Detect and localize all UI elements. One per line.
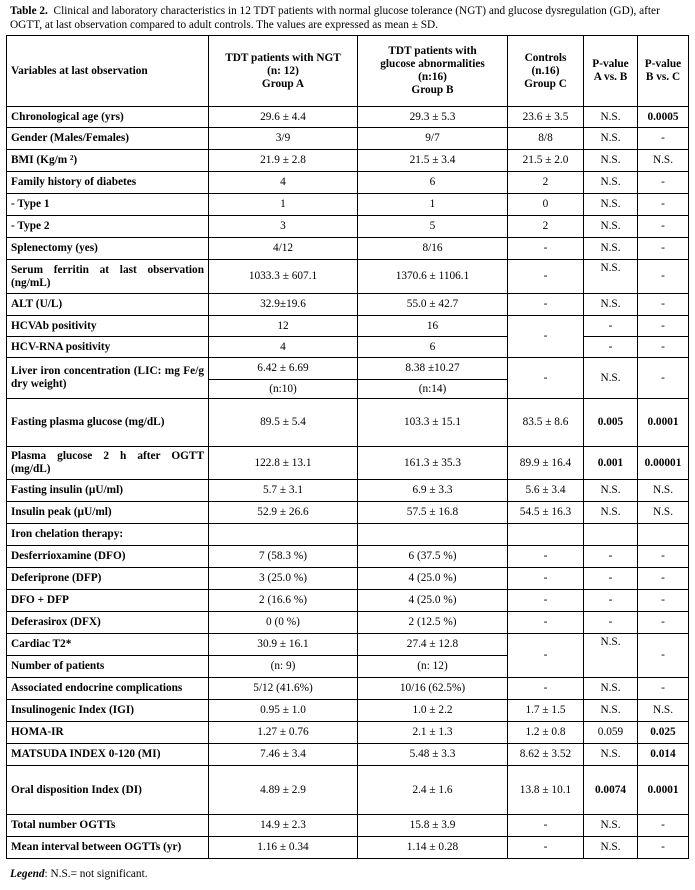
cell: 6	[358, 172, 508, 194]
cell: N.S.	[584, 150, 638, 172]
row-label: HOMA-IR	[7, 722, 209, 744]
table-row	[7, 700, 689, 722]
row-label: Splenectomy (yes)	[7, 238, 209, 260]
cell: 1033.3 ± 607.1	[209, 260, 358, 294]
cell: 7 (58.3 %)	[209, 546, 358, 568]
table-row	[7, 358, 689, 380]
cell: 12	[209, 316, 358, 337]
cell: N.S.	[584, 634, 638, 678]
cell: 54.5 ± 16.3	[508, 502, 584, 524]
cell: 0.00001	[638, 447, 689, 480]
table-row	[7, 128, 689, 150]
cell: 1.16 ± 0.34	[209, 837, 358, 859]
cell: 10/16 (62.5%)	[358, 678, 508, 700]
cell: -	[508, 815, 584, 837]
table-row	[7, 612, 689, 634]
row-label: HCV-RNA positivity	[7, 337, 209, 358]
cell: N.S.	[638, 502, 689, 524]
row-label: DFO + DFP	[7, 590, 209, 612]
cell: 5.48 ± 3.3	[358, 744, 508, 766]
cell: N.S.	[584, 480, 638, 502]
table-row	[7, 216, 689, 238]
table-row	[7, 568, 689, 590]
row-label: Family history of diabetes	[7, 172, 209, 194]
cell: 2.4 ± 1.6	[358, 766, 508, 815]
cell: 8.62 ± 3.52	[508, 744, 584, 766]
cell: 0.059	[584, 722, 638, 744]
cell: 83.5 ± 8.6	[508, 399, 584, 447]
cell: N.S.	[584, 815, 638, 837]
cell: -	[638, 634, 689, 678]
cell: N.S.	[584, 678, 638, 700]
header-line: (n.16)	[531, 64, 560, 77]
caption-label: Table 2.	[10, 5, 48, 17]
cell: 13.8 ± 10.1	[508, 766, 584, 815]
cell: 6.42 ± 6.69	[209, 358, 358, 380]
table-row	[7, 722, 689, 744]
row-label: MATSUDA INDEX 0-120 (MI)	[7, 744, 209, 766]
cell: -	[508, 238, 584, 260]
cell: 1.27 ± 0.76	[209, 722, 358, 744]
table-row	[7, 678, 689, 700]
header-line: P-value	[592, 58, 629, 70]
cell: 1.2 ± 0.8	[508, 722, 584, 744]
cell: 0.025	[638, 722, 689, 744]
cell: (n: 9)	[209, 656, 358, 678]
table-row	[7, 194, 689, 216]
cell: -	[508, 260, 584, 294]
header-line: P-value	[644, 58, 682, 70]
table-row	[7, 502, 689, 524]
cell: 5/12 (41.6%)	[209, 678, 358, 700]
empty-cell	[209, 524, 358, 546]
empty-cell	[638, 524, 689, 546]
header-p-bc	[638, 36, 689, 107]
cell: 2	[508, 172, 584, 194]
cell: 1	[209, 194, 358, 216]
cell: 3	[209, 216, 358, 238]
legend-label: Legend	[10, 868, 45, 880]
cell: 4 (25.0 %)	[358, 590, 508, 612]
cell: N.S.	[584, 194, 638, 216]
row-label: Deferasirox (DFX)	[7, 612, 209, 634]
cell: 0.0005	[638, 107, 689, 128]
cell: 29.3 ± 5.3	[358, 107, 508, 128]
cell: N.S.	[584, 216, 638, 238]
cell: 3 (25.0 %)	[209, 568, 358, 590]
cell: 29.6 ± 4.4	[209, 107, 358, 128]
row-label: Number of patients	[7, 656, 209, 678]
empty-cell	[358, 524, 508, 546]
cell: -	[508, 612, 584, 634]
table-row	[7, 172, 689, 194]
header-group-b	[358, 36, 508, 107]
table-row	[7, 150, 689, 172]
cell: 23.6 ± 3.5	[508, 107, 584, 128]
header-line: glucose abnormalities	[380, 58, 485, 70]
cell: 89.9 ± 16.4	[508, 447, 584, 480]
table-legend	[10, 868, 148, 880]
cell: N.S.	[638, 700, 689, 722]
row-label: Oral disposition Index (DI)	[7, 766, 209, 815]
table-row	[7, 524, 689, 546]
cell: 0.014	[638, 744, 689, 766]
header-line: Group C	[524, 77, 567, 90]
table-row	[7, 294, 689, 316]
cell: 8.38 ±10.27	[358, 358, 508, 380]
cell: 5.6 ± 3.4	[508, 480, 584, 502]
table-row	[7, 766, 689, 815]
cell: -	[638, 815, 689, 837]
cell: 5.7 ± 3.1	[209, 480, 358, 502]
row-label: Associated endocrine complications	[7, 678, 209, 700]
cell: -	[638, 194, 689, 216]
table-row	[7, 337, 689, 358]
cell: 1370.6 ± 1106.1	[358, 260, 508, 294]
cell: 16	[358, 316, 508, 337]
row-label: Liver iron concentration (LIC: mg Fe/g dry weight)	[7, 358, 209, 399]
cell: 0 (0 %)	[209, 612, 358, 634]
cell: -	[508, 546, 584, 568]
table-row	[7, 238, 689, 260]
cell: 89.5 ± 5.4	[209, 399, 358, 447]
table-caption	[10, 4, 685, 32]
cell: -	[638, 337, 689, 358]
row-label: Serum ferritin at last observation (ng/mL)	[7, 260, 209, 294]
header-line: A vs. B	[593, 71, 628, 83]
cell: 6	[358, 337, 508, 358]
caption-text: Clinical and laboratory characteristics in 12 TDT patients with normal glucose tolerance (NGT) and glucose dysregulation (GD), after OGTT, at last observation compared to adult controls. The values are expressed as mean ± SD.	[10, 5, 660, 31]
row-label: Plasma glucose 2 h after OGTT (mg/dL)	[7, 447, 209, 480]
cell: 21.9 ± 2.8	[209, 150, 358, 172]
cell: N.S.	[584, 358, 638, 399]
cell: 55.0 ± 42.7	[358, 294, 508, 316]
cell: 14.9 ± 2.3	[209, 815, 358, 837]
cell: N.S.	[584, 700, 638, 722]
cell: -	[508, 294, 584, 316]
table-row	[7, 837, 689, 859]
empty-cell	[508, 524, 584, 546]
data-table	[6, 35, 689, 859]
cell: 1.0 ± 2.2	[358, 700, 508, 722]
table-row	[7, 815, 689, 837]
table-row	[7, 480, 689, 502]
cell: -	[508, 678, 584, 700]
cell: 2 (16.6 %)	[209, 590, 358, 612]
header-line: Controls	[524, 51, 567, 64]
cell: 0.95 ± 1.0	[209, 700, 358, 722]
cell: -	[638, 358, 689, 399]
header-line: TDT patients with NGT	[225, 51, 341, 64]
cell: 0.005	[584, 399, 638, 447]
row-label: Desferrioxamine (DFO)	[7, 546, 209, 568]
cell: 103.3 ± 15.1	[358, 399, 508, 447]
cell: -	[584, 337, 638, 358]
cell: -	[638, 568, 689, 590]
cell: -	[638, 238, 689, 260]
row-label: Insulin peak (µU/ml)	[7, 502, 209, 524]
cell: 4/12	[209, 238, 358, 260]
legend-text: : N.S.= not significant.	[44, 868, 148, 880]
cell: N.S.	[584, 128, 638, 150]
cell: N.S.	[584, 744, 638, 766]
cell: 4	[209, 172, 358, 194]
header-row	[7, 36, 689, 107]
cell: 6 (37.5 %)	[358, 546, 508, 568]
cell: N.S.	[584, 837, 638, 859]
cell: 1.14 ± 0.28	[358, 837, 508, 859]
cell: N.S.	[584, 260, 638, 294]
header-line: Group A	[261, 77, 305, 90]
cell: 5	[358, 216, 508, 238]
header-line: Group B	[411, 84, 454, 96]
header-p-ab	[584, 36, 638, 107]
row-label: Insulinogenic Index (IGI)	[7, 700, 209, 722]
table-row	[7, 744, 689, 766]
cell: 21.5 ± 2.0	[508, 150, 584, 172]
cell: -	[508, 316, 584, 358]
cell: 7.46 ± 3.4	[209, 744, 358, 766]
table-row	[7, 107, 689, 128]
row-label: Total number OGTTs	[7, 815, 209, 837]
row-label: Mean interval between OGTTs (yr)	[7, 837, 209, 859]
row-label: BMI (Kg/m ²)	[7, 150, 209, 172]
cell: -	[508, 634, 584, 678]
header-line: (n: 12)	[267, 64, 299, 77]
cell: 0.0074	[584, 766, 638, 815]
cell: 6.9 ± 3.3	[358, 480, 508, 502]
cell: -	[584, 590, 638, 612]
cell: 9/7	[358, 128, 508, 150]
cell: 4	[209, 337, 358, 358]
cell: -	[638, 216, 689, 238]
cell: -	[508, 358, 584, 399]
cell: -	[638, 678, 689, 700]
cell: -	[508, 590, 584, 612]
cell: -	[508, 837, 584, 859]
cell: N.S.	[584, 502, 638, 524]
row-label: - Type 2	[7, 216, 209, 238]
header-variables: Variables at last observation	[7, 36, 209, 107]
cell: N.S.	[584, 294, 638, 316]
cell: -	[638, 546, 689, 568]
cell: N.S.	[584, 172, 638, 194]
cell: 122.8 ± 13.1	[209, 447, 358, 480]
table-row	[7, 316, 689, 337]
cell: 2	[508, 216, 584, 238]
table-row	[7, 546, 689, 568]
cell: 32.9±19.6	[209, 294, 358, 316]
row-label: Chronological age (yrs)	[7, 107, 209, 128]
cell: N.S.	[638, 150, 689, 172]
cell: 2.1 ± 1.3	[358, 722, 508, 744]
header-line: (n:16)	[418, 71, 447, 83]
cell: 4 (25.0 %)	[358, 568, 508, 590]
cell: 8/8	[508, 128, 584, 150]
cell: -	[584, 546, 638, 568]
cell: -	[638, 172, 689, 194]
row-label: ALT (U/L)	[7, 294, 209, 316]
header-line: B vs. C	[645, 71, 681, 83]
cell: N.S.	[638, 480, 689, 502]
cell: -	[584, 568, 638, 590]
header-group-c	[508, 36, 584, 107]
cell: 27.4 ± 12.8	[358, 634, 508, 656]
cell: -	[508, 568, 584, 590]
cell: 4.89 ± 2.9	[209, 766, 358, 815]
cell: -	[638, 612, 689, 634]
cell: N.S.	[584, 238, 638, 260]
cell: 2 (12.5 %)	[358, 612, 508, 634]
cell: -	[638, 260, 689, 294]
cell: -	[584, 612, 638, 634]
cell: 21.5 ± 3.4	[358, 150, 508, 172]
cell: 161.3 ± 35.3	[358, 447, 508, 480]
row-label: Fasting insulin (µU/ml)	[7, 480, 209, 502]
table-row	[7, 260, 689, 294]
table-row	[7, 590, 689, 612]
cell: 1	[358, 194, 508, 216]
row-label: Cardiac T2*	[7, 634, 209, 656]
cell: N.S.	[584, 107, 638, 128]
cell: 52.9 ± 26.6	[209, 502, 358, 524]
header-line: TDT patients with	[388, 45, 477, 57]
cell: 0.0001	[638, 766, 689, 815]
table-row	[7, 447, 689, 480]
cell: -	[638, 590, 689, 612]
cell: 3/9	[209, 128, 358, 150]
cell: 0.0001	[638, 399, 689, 447]
cell: -	[638, 128, 689, 150]
cell: 0	[508, 194, 584, 216]
row-label: - Type 1	[7, 194, 209, 216]
row-label: Deferiprone (DFP)	[7, 568, 209, 590]
empty-cell	[584, 524, 638, 546]
row-label: HCVAb positivity	[7, 316, 209, 337]
table-row	[7, 399, 689, 447]
cell: -	[638, 294, 689, 316]
cell: (n:14)	[358, 380, 508, 399]
table-row	[7, 634, 689, 656]
header-group-a	[209, 36, 358, 107]
cell: -	[638, 837, 689, 859]
cell: (n: 12)	[358, 656, 508, 678]
cell: -	[638, 316, 689, 337]
row-label: Gender (Males/Females)	[7, 128, 209, 150]
cell: 8/16	[358, 238, 508, 260]
cell: 1.7 ± 1.5	[508, 700, 584, 722]
row-label: Fasting plasma glucose (mg/dL)	[7, 399, 209, 447]
cell: -	[584, 316, 638, 337]
cell: 0.001	[584, 447, 638, 480]
cell: (n:10)	[209, 380, 358, 399]
cell: 57.5 ± 16.8	[358, 502, 508, 524]
row-label: Iron chelation therapy:	[7, 524, 209, 546]
cell: 15.8 ± 3.9	[358, 815, 508, 837]
cell: 30.9 ± 16.1	[209, 634, 358, 656]
